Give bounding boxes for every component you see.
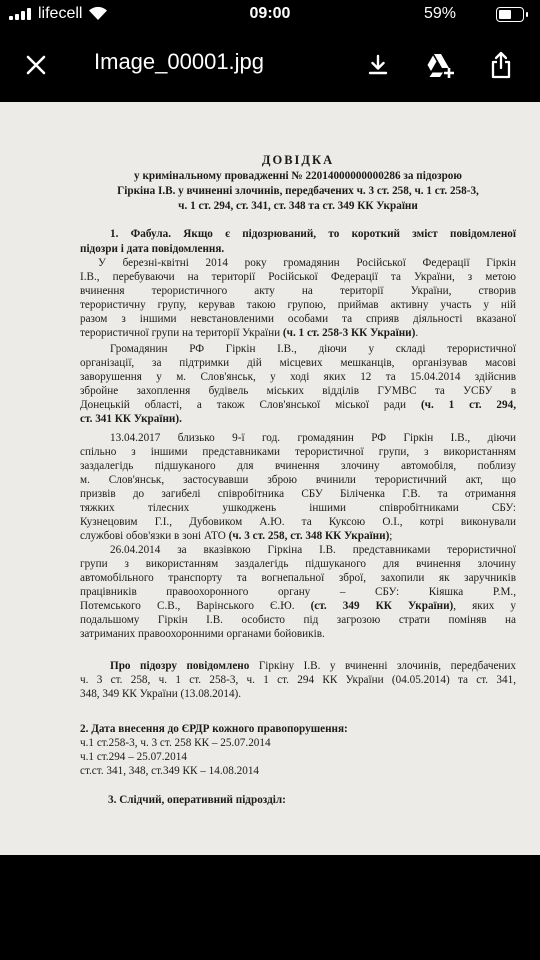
section1-heading: підозри і дата повідомлення. <box>80 243 225 255</box>
erdr-item: ч.1 ст.294 – 25.07.2014 <box>80 751 187 763</box>
download-icon <box>366 53 390 77</box>
share-button[interactable] <box>483 47 519 83</box>
doc-subtitle-line: ч. 1 ст. 294, ст. 341, ст. 348 та ст. 349 КК України <box>178 200 418 212</box>
paragraph-line: організації, за підтримки дій місцевих мешканців, організував масові <box>80 357 516 369</box>
paragraph-line: спільно з іншими представниками терористичної групи, з використанням <box>80 446 516 458</box>
section3-heading: 3. Слідчий, оперативний підрозділ: <box>108 794 286 806</box>
paragraph-line: призвів до загибелі співробітника СБУ Біліченка Г.В. та отримання <box>80 488 516 500</box>
section2-heading: 2. Дата внесення до ЄРДР кожного правопорушення: <box>80 723 348 735</box>
paragraph-line: вчинення терористичного акту на території України, створив <box>80 285 516 297</box>
viewer-toolbar <box>0 30 540 100</box>
close-button[interactable] <box>18 47 54 83</box>
suspicion-line: Про підозру повідомлено Гіркіну І.В. у вчиненні злочинів, передбачених <box>110 660 517 672</box>
paragraph-line: разом з іншими невстановленими особами та сприяв діяльності вказаної <box>80 313 516 325</box>
statute-reference: (ст. 349 КК України) <box>310 600 454 612</box>
battery-percent: 59% <box>423 5 456 22</box>
drive-add-icon <box>425 52 455 78</box>
paragraph-line: Донецькій області, а також Слов'янської міської ради (ч. 1 ст. 294, <box>80 399 517 411</box>
paragraph-line: терористичну групу, керував такою групою, приймав активну участь у ній <box>80 299 516 311</box>
statute-reference: (ч. 1 ст. 294, <box>420 399 517 411</box>
statute-reference: (ч. 3 ст. 258, ст. 348 КК України) <box>228 530 390 542</box>
share-icon <box>489 51 513 79</box>
erdr-item: ч.1 ст.258-3, ч. 3 ст. 258 КК – 25.07.2014 <box>80 737 271 749</box>
paragraph-line: заздалегідь підшуканого для вчинення злочину автомобіля, поблизу <box>80 460 516 472</box>
add-to-drive-button[interactable] <box>422 47 458 83</box>
doc-subtitle-line: у кримінальному провадженні № 22014000000000286 за підозрою <box>134 170 462 182</box>
paragraph-line: м. Слов'янськ, застосувавши зброю вчинили терористичний акт, що <box>80 474 516 486</box>
paragraph-line: службові обов'язки в зоні АТО (ч. 3 ст. 258, ст. 348 КК України); <box>80 530 393 542</box>
paragraph-line: групи з використанням заздалегідь підшуканого для вчинення злочину <box>80 558 516 570</box>
status-bar <box>0 0 540 30</box>
paragraph-line: заворушення у м. Слов'янськ, у ході яких 12 та 15.04.2014 здійснив <box>80 371 516 383</box>
download-button[interactable] <box>360 47 396 83</box>
suspicion-lead: Про підозру повідомлено <box>110 660 250 672</box>
paragraph-line: 26.04.2014 за вказівкою Гіркіна І.В. представниками терористичної <box>110 544 516 556</box>
battery-icon <box>496 7 524 22</box>
paragraph-line: затриманих правоохоронними органами бойовиків. <box>80 628 325 640</box>
suspicion-line: ч. 3 ст. 258, ч. 1 ст. 258-3, ч. 1 ст. 294 КК України (04.05.2014) та ст. 341, <box>80 674 516 686</box>
paragraph-line: тяжких тілесних ушкоджень іншими співробітниками СБУ: <box>80 502 516 514</box>
paragraph-line: працівників правоохоронного органу – СБУ: Кіяшка Р.М., <box>80 586 516 598</box>
clock: 09:00 <box>249 5 291 22</box>
doc-subtitle-line: Гіркіна І.В. у вчиненні злочинів, передбачених ч. 3 ст. 258, ч. 1 ст. 258-3, <box>117 185 479 197</box>
paragraph-line: І.В., перебуваючи на території Російської Федерації та України, з метою <box>80 271 516 283</box>
paragraph-line: ст. 341 КК України). <box>80 413 182 425</box>
suspicion-line: 348, 349 КК України (13.08.2014). <box>80 688 242 700</box>
bottom-area <box>0 856 540 960</box>
battery-level <box>499 10 511 19</box>
erdr-item: ст.ст. 341, 348, ст.349 КК – 14.08.2014 <box>80 765 260 777</box>
paragraph-line: подальшому Гіркін І.В. особисто під загрозою страти поміняв на <box>80 614 516 626</box>
paragraph-line: Потемського С.В., Варінського Є.Ю. (ст. 349 КК України), яких у <box>80 600 516 612</box>
paragraph-line: терористичної групи на території України (ч. 1 ст. 258-3 КК України). <box>80 327 419 339</box>
doc-title: ДОВІДКА <box>261 153 335 167</box>
paragraph-line: Кузнецовим Г.І., Дубовиком А.Ю. та Куксою О.І., котрі виконували <box>80 516 516 528</box>
paragraph-line: автомобільного транспорту та вогнепальної зброї, захопили як заручників <box>80 572 516 584</box>
paragraph-line: збройне захоплення будівель міських відділів ГУМВС та УСБУ в <box>80 385 516 397</box>
file-title: Image_00001.jpg <box>94 49 265 74</box>
paragraph-line: Громадянин РФ Гіркін І.В., діючи у складі терористичної <box>110 343 516 355</box>
paragraph-line: 13.04.2017 близько 9-ї год. громадянин РФ Гіркін І.В., діючи <box>110 432 516 444</box>
section1-heading: 1. Фабула. Якщо є підозрюваний, то короткий зміст повідомленої <box>110 228 516 240</box>
statute-reference: (ч. 1 ст. 258-3 КК України) <box>282 327 416 339</box>
close-icon <box>25 54 47 76</box>
paragraph-line: У березні-квітні 2014 року громадянин Російської Федерації Гіркін <box>98 257 516 269</box>
document-image <box>0 102 540 855</box>
carrier-name: lifecell <box>38 5 83 22</box>
